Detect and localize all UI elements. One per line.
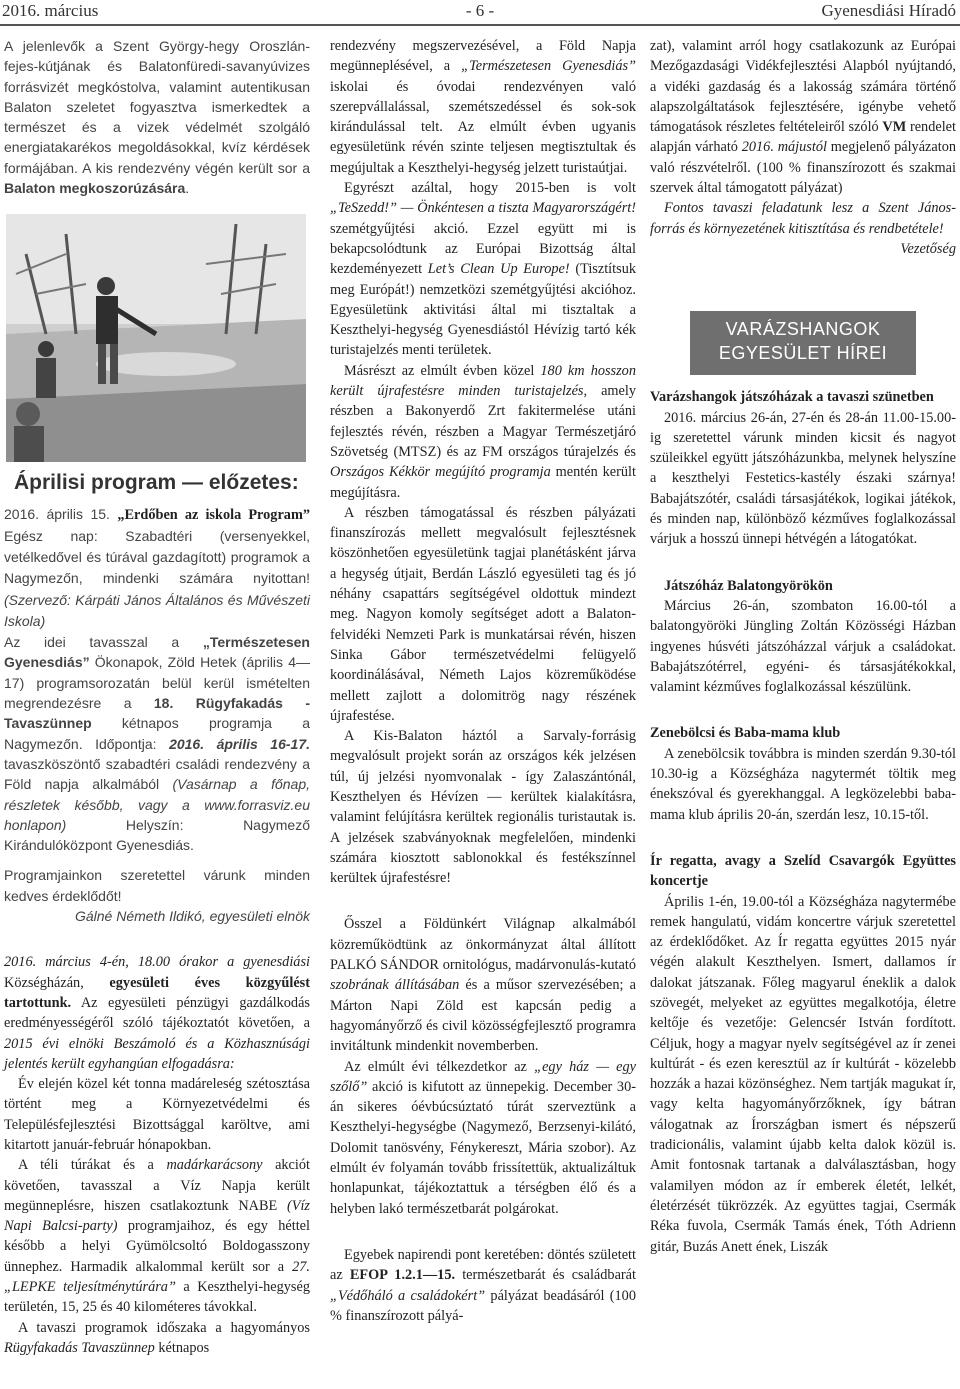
closing-invitation: Programjainkon szeretettel várunk minden kedves érdeklődőt! — [4, 867, 310, 904]
irish-concert-heading: Ír regatta, avagy a Szelíd Csavargók Együttes koncertje — [650, 852, 956, 890]
intro-paragraph: A jelenlevők a Szent György-hegy Oroszlán-fejes-kútjának és Balatonfüredi-savanyúvizes forrásvizét megkóstolva, valamint autentikusan Balaton szeletet fogyasztva ismerkedtek a természet és a vizek védelmét szolgáló energiatakarékos megoldásokkal, kvíz kérdések formájában. A kis rendezvény végén került sor a Balaton megkoszorúzására. — [4, 38, 310, 197]
section-banner: VARÁZSHANGOK EGYESÜLET HÍREI — [690, 311, 916, 375]
issue-date: 2016. március — [2, 1, 99, 20]
april-15-program: 2016. április 15. „Erdőben az iskola Program” Egész nap: Szabadtéri (versenyekkel, vetélkedővel és túrával gazdagított) programok a Nagymezőn, mindenki számára nyitottan! (Szervező: Kárpáti János Általános és Művészeti Iskola) — [4, 506, 310, 629]
playhouse-paragraph: 2016. március 26-án, 27-én és 28-án 11.00-15.00-ig szeretettel várunk minden kicsit és nagyot szüleikkel együtt játszóházunkba, melynek helyszíne a keszthelyi Festetics-kastély északi szárnya! Babajátszótér, családi társasjátékok, logikai játékok, és minden nap, különböző kézműves foglalkozással várjuk a hosszú ünnepi hétvégén a látogatókat. — [650, 409, 956, 548]
spring-programs-paragraph: A tavaszi programok időszaka a hagyományos Rügyfakadás Tavaszünnep kétnapos — [4, 1319, 310, 1356]
eu-funding-paragraph: zat), valamint arról hogy csatlakozunk az Európai Mezőgazdasági Vidékfejlesztési Alapból nyújtandó, a vidéki gazdaság és a lakosság számára történő alapszolgáltatások fejlesztésére, igénybe vehető támogatások részletes feltételeiről szóló VM rendelet alapján várható 2016. májustól megjelenő pályázaton való részvételről. (100 % finanszírozott és szakmai szervek által támogatott pályázat) — [650, 38, 957, 197]
signature-president: Gálné Németh Ildikó, egyesületi elnök — [74, 908, 310, 925]
winter-hikes-paragraph: A téli túrákat és a madárkarácsony akciót követően, tavasszal a Víz Napja került megünneplésre, hiszen csatlakoztunk NABE (Víz Napi Balcsi-party) programjaihoz, és egy héttel később a helyi Gyümölcsoltó Boldogasszony ünnephez. Harmadik alkalommal került sor a 27. „LEPKE teljesítménytúrára” a Keszthelyi-hegység területén, 15, 25 és 40 kilométeres távokkal. — [4, 1157, 310, 1316]
spring-festival-paragraph: Az idei tavasszal a „Természetesen Gyenesdiás” Ökonapok, Zöld Hetek (április 4—17) programsorozatán belül kerül ismételten megrendezésre a 18. Rügyfakadás - Tavaszünnep kétnapos programja a Nagymezőn. Időpontja: 2016. április 16-17. tavaszköszöntő szabadtéri családi rendezvény a Föld napja alkalmából (Vasárnap a főnap, részletek később, vagy a www.forrasviz.eu honlapon) Helyszín: Nagymező Kirándulóközpont Gyenesdiás. — [4, 634, 310, 854]
irish-concert-paragraph: Április 1-én, 19.00-tól a Községháza nagytermébe remek hangulatú, vidám koncertre várjuk szeretettel az érdeklődőket. Az Ír regatta együttes 2015 nyár végén alakult Keszthelyen. Ismert, dallamos ír dalokat játszanak. Főleg magyarul éneklik a dalok szövegét, melyeket az együttes megalkotója, életre keltője és vezetője: Gelencsér István fordított. Céljuk, hogy a magyar nyelv segítségével az ír zenei kultúrát - és ezen keresztül az ír kultúrát - közelebb hozzák a hazai közönséghez. Nem tartják magukat ír, vagy kelta hagyományőrzőknek, így bátran válogatnak az Írországban ismert és népszerű tradicionális, valamint újabb kelta dalok közül is. Amit fontosnak tartanak a dalválasztásban, hogy valamilyen módon az ír emberek életét, lelkét, életérzését tükrözzék. Az együttes tagjai, Csermák Réka fuvola, Csermák Tamás ének, Tóth Adrienn gitár, Buzás Anett ének, Liszák — [650, 893, 956, 1255]
efop-paragraph: Egyebek napirendi pont keretében: döntés született az EFOP 1.2.1—15. természetbarát és családbarát „Védőháló a családokért” pályázat beadásáról (100 % finanszírozott pályá- — [330, 1246, 637, 1324]
column-right — [650, 36, 956, 1257]
spring-task-paragraph: Fontos tavaszi feladatunk lesz a Szent János-forrás és környezetének kitisztítása és rendbetétele! — [650, 200, 956, 237]
column-middle — [330, 36, 636, 1326]
autumn-paragraph: Ősszel a Földünkért Világnap alkalmából közreműködtünk az önkormányzat által állított PALKÓ SÁNDOR ornitológus, madárvonulás-kutató szobrának állításában és a műsor szervezésében; a Márton Napi Zöld est kapcsán pedig a hagyományőrző és civil közösségfejlesztő programra invitáltunk mindenkit novemberben. — [330, 916, 636, 1055]
newspaper-title: Gyenesdiási Híradó — [821, 1, 956, 20]
header-rule — [0, 24, 960, 26]
event-photo — [6, 214, 306, 462]
earth-day-paragraph: rendezvény megszervezésével, a Föld Napja megünneplésével, a „Természetesen Gyenesdiás” iskolai és óvodai rendezvényen való szerepvállalással, szemétszedéssel és sok-sok kirándulással telt. Az elmúlt évben ugyanis egyesületünk révén szinte teljesen megtisztultak és megújultak a Keszthelyi-hegység jelzett turistaútjai. — [330, 38, 636, 176]
trail-marking-paragraph: Másrészt az elmúlt évben közel 180 km hosszon került újrafestésre minden turistajelzés, amely részben a Bakonyerdő Zrt fakitermelése utáni fejlesztés révén, részben a Magyar Természetjáró Szövetség (MTSZ) és az FM országos túrajelzés és Országos Kékkör megújító programja mentén került megújításra. — [330, 362, 637, 501]
winter-action-paragraph: Az elmúlt évi télkezdetkor az „egy ház — egy szőlő” akció is kifutott az ünnepekig. December 30-án sikeres óévbúcsúztató túrát szerveztünk a Keszthelyi-hegységbe (Nagymező, Berzsenyi-kilátó, Dolomit tanösvény, Fénykereszt, Mária szobor). Az elmúlt év folyamán tovább frissítettük, aktualizáltuk honlapunkat, tájékoztattuk a térségben élő és a helyben lakó természetbarát polgárokat. — [330, 1058, 636, 1217]
kis-balaton-paragraph: A Kis-Balaton háztól a Sarvaly-forrásig megvalósult projekt során az országos kék jelzésen túl, új jelzési nyomvonalak - így Zalaszántónál, Keszthelyen és Hévízen — kerültek kialakításra, valamint felújításra kerültek regionális turistautak is. A jelzések szabványoknak megfelelően, mindenki számára kiosztott sablonokkal és festékszínnel kerültek újrafestésre! — [330, 728, 636, 887]
signature-board: Vezetőség — [900, 240, 956, 257]
music-club-heading: Zenebölcsi és Baba-mama klub — [650, 725, 841, 742]
page-header — [0, 0, 960, 24]
balatongyorok-heading: Játszóház Balatongyörökön — [664, 577, 833, 594]
music-club-paragraph: A zenebölcsik továbbra is minden szerdán 9.30-tól 10.30-ig a Községháza nagytermét töltik meg énekszóval és gyerekhanggal. A legközelebbi baba-mama klub április 20-án, szerdán lesz, 10.15-től. — [650, 745, 956, 823]
volunteers-paragraph: A részben támogatással és részben pályázati finanszírozás mellett megvalósult fejlesztésnek köszönhetően egyesületünk tagjai planétásként járva a hegység útjait, Berdán László egyesületi tag és jó néhány csapattárs segítségével oldottuk mindezt meg. Nagyon komoly segítséget adott a Balaton-felvidéki Nemzeti Park is munkatársai révén, hiszen Sinka Gábor természetvédelmi felügyelő koordinálásával, Németh Lajos közreműködése mellett zajlott a dolomitrög nagy részének újrafestése. — [330, 504, 636, 724]
april-program-heading: Áprilisi program — előzetes: — [14, 471, 299, 495]
birdfeed-paragraph: Év elején közel két tonna madáreleség szétosztása történt meg a Környezetvédelmi és Településfejlesztési Bizottsággal karöltve, ami kitartott január-február hónapokban. — [4, 1076, 310, 1153]
page-number: - 6 - — [465, 1, 495, 20]
general-assembly-paragraph: 2016. március 4-én, 18.00 órakor a gyenesdiási Községházán, egyesületi éves közgyűlést tartottunk. Az egyesületi pénzügyi gazdálkodás eredményességéről szóló tájékoztatót követően, a 2015 évi elnöki Beszámoló és a Közhasznúsági jelentés került egyhangúan elfogadásra: — [4, 954, 310, 1072]
teszedd-paragraph: Egyrészt azáltal, hogy 2015-ben is volt „TeSzedd!” — Önkéntesen a tiszta Magyarországért! szemétgyűjtési akció. Ezzel együtt mi is bekapcsolódtunk az Európai Bizottság által kezdeményezett Let’s Clean Up Europe! (Tisztítsuk meg Európát!) nemzetközi szemétgyűjtési akcióhoz. Egyesületünk aktivitási által mi tisztaltak a Keszthelyi-hegység Gyenesdiástól Hévízig tartó kék turistajelzés menti területek. — [330, 180, 637, 359]
balatongyorok-paragraph: Március 26-án, szombaton 16.00-tól a balatongyöröki Jüngling Zoltán Közösségi Házban ingyenes húsvéti játszóházzal várjuk a családokat. Babajátszótérrel, egyéni- és társasjátékokkal, valamint kézműves foglalkozással készülünk. — [650, 597, 956, 696]
playhouse-heading: Varázshangok játszóházak a tavaszi szünetben — [650, 389, 934, 406]
column-left — [4, 36, 310, 1358]
